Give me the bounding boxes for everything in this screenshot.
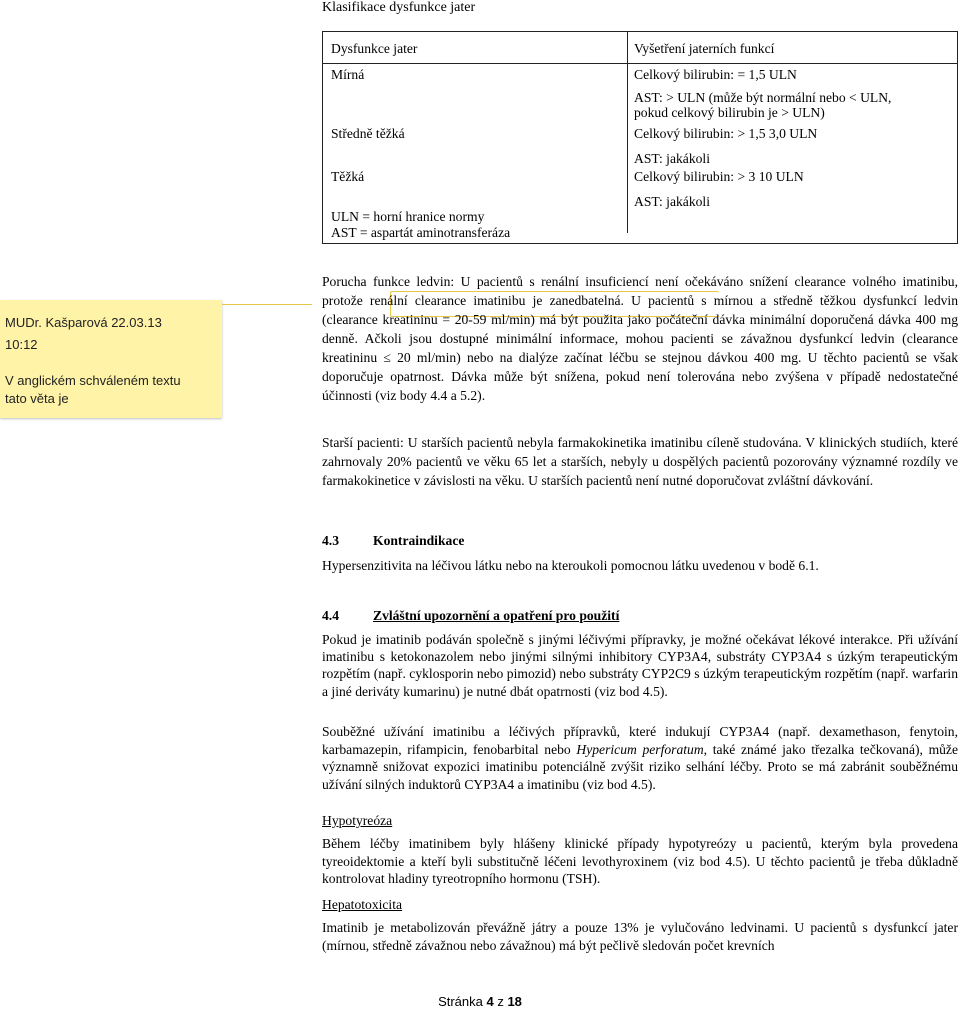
hypericum-italic: Hypericum perforatum [576, 741, 704, 757]
hypothyroidism-heading: Hypotyreóza [322, 813, 393, 828]
section-4-4-number: 4.4 [322, 608, 339, 623]
hepatotoxicity-text: Imatinib je metabolizován převážně játry a pouze 13% je vylučováno ledvinami. U pacientů s dysfunkcí jater (mírnou, středně závažnou nebo závažnou) má být pečlivě sledován počet krevních [322, 920, 958, 953]
table-footnote-uln: ULN = horní hranice normy [331, 209, 485, 224]
row-severe-line2: AST: jakákoli [634, 194, 710, 209]
comment-text-line1: V anglickém schváleném textu [5, 373, 181, 388]
review-comment-balloon[interactable] [0, 300, 222, 418]
footer-prefix: Stránka [438, 994, 487, 1009]
section-4-4-title: Zvláštní upozornění a opatření pro použití [373, 608, 620, 623]
section-4-3-title: Kontraindikace [373, 533, 465, 548]
comment-connector-line [222, 304, 312, 305]
contraindication-text: Hypersenzitivita na léčivou látku nebo na kteroukoli pomocnou látku uvedenou v bodě 6.1. [322, 558, 819, 573]
cyp3a4-inducers-paragraph: Souběžné užívání imatinibu a léčivých přípravků, které indukují CYP3A4 (např. dexamethason, fenytoin, karbamazepin, rifampicin, fenobarbital nebo Hypericum perforatum, také známé jako třezalka tečkovaná), může významně snižovat expozici imatinibu potenciálně zvýšit riziko selhání léčby. Proto se má zabránit souběžnému užívání silných induktorů CYP3A4 a imatinibu (viz bod 4.5). [322, 724, 959, 792]
renal-paragraph: Porucha funkce ledvin: U pacientů s renální insuficiencí není očekáváno snížení clearance volného imatinibu, protože renální clearance imatinibu je zanedbatelná. U pacientů s mírnou a středně těžkou dysfunkcí ledvin (clearance kreatininu = 20-59 ml/min) má být použita jako počáteční dávka minimální doporučená dávka 400 mg denně. Ačkoli jsou dostupné minimální informace, mohou pacienti se závažnou dysfunkcí ledvin (clearance kreatininu ≤ 20 ml/min) nebo na dialýze začínat léčbu se stejnou dávkou 400 mg. U těchto pacientů se však doporučuje opatrnost. Dávka může být snížena, pokud není tolerována nebo zvýšena v případě nedostatečné účinnosti (viz body 4.4 a 5.2). [322, 274, 958, 403]
elderly-paragraph: Starší pacienti: U starších pacientů nebyla farmakokinetika imatinibu cíleně studována. V klinických studiích, které zahrnovaly 20% pacientů ve věku 65 let a starších, nebyly u dospělých pacientů pozorovány významné rozdíly ve farmakokinetice v závislosti na věku. U starších pacientů není nutné doporučovat zvláštní dávkování. [322, 435, 958, 488]
table-divider-vertical [627, 31, 628, 233]
row-mild-line3: pokud celkový bilirubin je > ULN) [634, 105, 825, 120]
row-moderate-line2: AST: jakákoli [634, 151, 710, 166]
comment-author-date: MUDr. Kašparová 22.03.13 [5, 315, 162, 330]
comment-text-line2: tato věta je [5, 391, 69, 406]
hepatotoxicity-heading: Hepatotoxicita [322, 897, 403, 912]
hypothyroidism-text: Během léčby imatinibem byly hlášeny klinické případy hypotyreózy u pacientů, kterým byla provedena tyreoidektomie a kteří byli substitučně léčeni levothyroxinem (viz bod 4.5). U těchto pacientů je třeba důkladně kontrolovat hladiny tyreotropního hormonu (TSH). [322, 836, 958, 886]
row-label-severe: Těžká [331, 169, 365, 184]
row-severe-line1: Celkový bilirubin: > 3 10 ULN [634, 169, 804, 184]
table-header-dysfunction: Dysfunkce jater [331, 41, 418, 56]
row-mild-line1: Celkový bilirubin: = 1,5 ULN [634, 67, 797, 82]
interactions-paragraph: Pokud je imatinib podáván společně s jinými léčivými přípravky, je možné očekávat lékové interakce. Při užívání imatinibu s ketokonazolem nebo jinými silnými inhibitory CYP3A4, substráty CYP3A4 s úzkým terapeutickým rozpětím (např. cyklosporin nebo pimozid) nebo substráty CYP2C9 s úzkým terapeutickým rozpětím (např. warfarin a jiné deriváty kumarinu) je nutné dbát opatrnosti (viz bod 4.5). [322, 632, 958, 699]
section-4-4-heading [322, 606, 619, 625]
row-mild-line2: AST: > ULN (může být normální nebo < ULN, [634, 90, 892, 105]
section-4-3-heading [322, 531, 464, 550]
table-heading: Klasifikace dysfunkce jater [322, 0, 476, 15]
row-label-moderate: Středně těžká [331, 126, 405, 141]
section-4-3-number: 4.3 [322, 533, 339, 548]
footer-total-pages: 18 [507, 994, 522, 1009]
footer-middle: z [493, 994, 508, 1009]
row-label-mild: Mírná [331, 67, 365, 82]
page-footer [0, 992, 960, 1011]
row-moderate-line1: Celkový bilirubin: > 1,5 3,0 ULN [634, 126, 818, 141]
table-header-tests: Vyšetření jaterních funkcí [634, 41, 775, 56]
table-divider-horizontal [322, 63, 958, 64]
comment-time: 10:12 [5, 337, 38, 352]
footer-page-number: 4 [486, 994, 494, 1009]
table-footnote-ast: AST = aspartát aminotransferáza [331, 225, 511, 240]
